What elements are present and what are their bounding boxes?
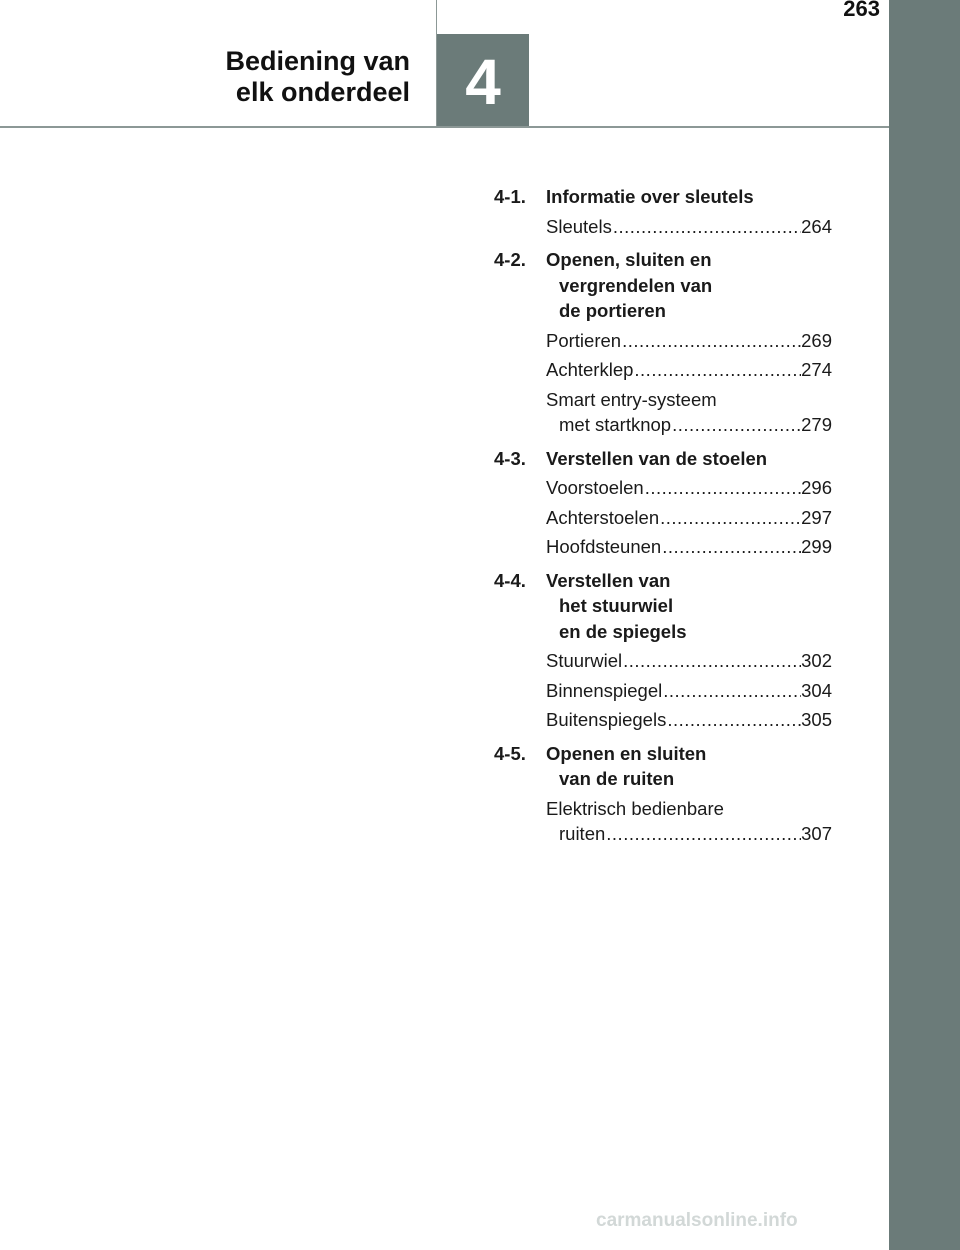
toc-section — [494, 568, 832, 733]
toc-entry[interactable] — [494, 707, 832, 733]
toc-section-number: 4-3. — [494, 447, 526, 469]
toc-section-number: 4-5. — [494, 742, 526, 764]
toc-section — [494, 247, 832, 438]
chapter-title — [150, 46, 410, 108]
toc-section-title-line: het stuurwiel — [559, 595, 674, 616]
toc-section-title-line: en de spiegels — [559, 620, 687, 642]
toc-entry-label: Achterklep — [546, 359, 634, 380]
toc-entry[interactable] — [494, 678, 832, 704]
chapter-side-bar — [889, 0, 960, 1250]
chapter-title-line: Bediening van — [225, 46, 410, 76]
toc-entry-page: 296 — [801, 477, 832, 498]
toc-entry-label: Sleutels — [546, 215, 612, 237]
table-of-contents — [494, 184, 832, 855]
dot-leader — [612, 214, 801, 240]
toc-entry-label: Hoofdsteunen — [546, 536, 662, 557]
toc-section-title-line: vergrendelen van — [559, 274, 713, 296]
toc-entry-page: 274 — [801, 359, 832, 380]
dot-leader — [661, 534, 801, 560]
toc-entry-page: 299 — [801, 536, 832, 557]
toc-entry-label: ruiten — [559, 823, 606, 844]
toc-section-heading[interactable] — [494, 568, 832, 645]
toc-entry-page: 279 — [801, 414, 832, 435]
toc-section-heading[interactable] — [494, 741, 832, 792]
toc-section-heading[interactable] — [494, 247, 832, 324]
toc-entry-page: 307 — [801, 823, 832, 844]
toc-section — [494, 446, 832, 560]
dot-leader — [644, 475, 801, 501]
toc-entry-page: 304 — [801, 679, 832, 701]
toc-entry-label: Voorstoelen — [546, 477, 644, 498]
toc-section-title-line: Verstellen van — [546, 569, 671, 591]
dot-leader — [622, 648, 801, 674]
toc-entry-label: Buitenspiegels — [546, 709, 667, 730]
toc-section-number: 4-2. — [494, 249, 526, 270]
toc-entry-page: 302 — [801, 650, 832, 671]
toc-entry[interactable] — [494, 214, 832, 240]
toc-section-title-line: Openen en sluiten — [546, 742, 707, 764]
toc-section-number: 4-4. — [494, 569, 526, 591]
toc-section-title-line: Informatie over sleutels — [546, 186, 754, 207]
toc-section — [494, 741, 832, 847]
toc-section — [494, 184, 832, 239]
toc-section-title-line: de portieren — [559, 300, 666, 321]
toc-entry-label: met startknop — [559, 414, 672, 435]
dot-leader — [671, 412, 801, 438]
toc-entry-row — [546, 475, 832, 501]
toc-section-heading[interactable] — [494, 184, 832, 210]
toc-entry[interactable] — [494, 357, 832, 383]
toc-entry-label: Achterstoelen — [546, 506, 660, 528]
toc-section-title-line: Openen, sluiten en — [546, 249, 712, 270]
toc-section-title-line: van de ruiten — [559, 768, 675, 789]
dot-leader — [605, 821, 801, 847]
dot-leader — [666, 707, 801, 733]
toc-entry-page: 269 — [801, 329, 832, 351]
toc-entry-row — [546, 214, 832, 240]
toc-entry-row — [546, 648, 832, 674]
toc-section-number: 4-1. — [494, 186, 526, 207]
toc-entry-row — [546, 357, 832, 383]
toc-entry-row — [546, 678, 832, 704]
toc-entry-page: 264 — [801, 215, 832, 237]
toc-entry-label: Portieren — [546, 329, 622, 351]
chapter-number-tab: 4 — [437, 34, 529, 126]
toc-entry-label-line: Smart entry-systeem — [546, 388, 717, 410]
toc-entry[interactable] — [494, 505, 832, 531]
toc-entry[interactable] — [494, 796, 832, 847]
toc-entry[interactable] — [494, 475, 832, 501]
watermark-text: carmanualsonline.info — [596, 1210, 798, 1231]
toc-entry-row — [546, 707, 832, 733]
toc-entry[interactable] — [494, 534, 832, 560]
toc-entry-label-line: Elektrisch bedienbare — [546, 797, 724, 819]
toc-entry-page: 297 — [801, 506, 832, 528]
toc-entry-label: Binnenspiegel — [546, 679, 663, 701]
dot-leader — [662, 678, 801, 704]
toc-entry-row — [546, 412, 832, 438]
toc-entry-row — [546, 534, 832, 560]
dot-leader — [633, 357, 801, 383]
toc-entry-row — [546, 505, 832, 531]
toc-entry-row — [546, 328, 832, 354]
toc-entry[interactable] — [494, 328, 832, 354]
toc-section-heading[interactable] — [494, 446, 832, 472]
chapter-title-line: elk onderdeel — [235, 77, 410, 107]
toc-entry-label: Stuurwiel — [546, 650, 623, 671]
toc-section-title-line: Verstellen van de stoelen — [546, 447, 768, 469]
dot-leader — [659, 505, 801, 531]
page-number: 263 — [843, 0, 880, 21]
toc-entry[interactable] — [494, 387, 832, 438]
header-rule — [0, 126, 889, 128]
toc-entry[interactable] — [494, 648, 832, 674]
toc-entry-page: 305 — [801, 709, 832, 730]
toc-entry-row — [546, 821, 832, 847]
dot-leader — [621, 328, 801, 354]
